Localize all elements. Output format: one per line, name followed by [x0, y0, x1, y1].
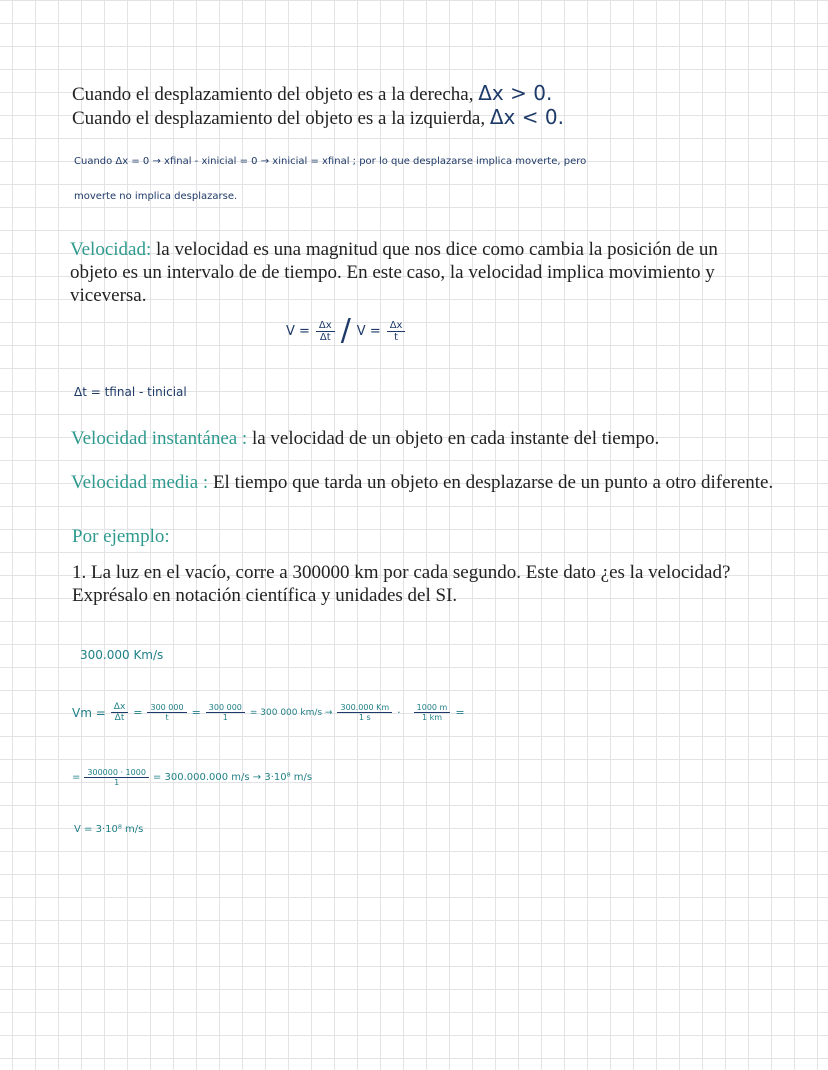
handnote-line-2: moverte no implica desplazarse.	[74, 191, 238, 202]
vm-mid: = 300 000 km/s →	[249, 707, 333, 718]
formula-f1-den: Δt	[319, 331, 331, 343]
media-def: El tiempo que tarda un objeto en desplazarse de un punto a otro diferente.	[208, 472, 774, 493]
delta-x-positive: Δx > 0.	[478, 81, 553, 105]
vm-f4-den: 1 s	[358, 713, 371, 722]
instantanea-def: la velocidad de un objeto en cada instante del tiempo.	[247, 428, 660, 449]
vm-fraction-5	[414, 703, 451, 722]
vm-f5-num: 1000 m	[414, 703, 451, 713]
velocidad-def-2: objeto es un intervalo de de tiempo. En este caso, la velocidad implica movimiento y	[70, 262, 715, 283]
vm-fraction-4	[337, 703, 392, 722]
ejemplo-question-1: 1. La luz en el vacío, corre a 300000 km por cada segundo. Este dato ¿es la velocidad?	[72, 562, 731, 583]
displacement-left-text: Cuando el desplazamiento del objeto es a la izquierda,	[72, 108, 486, 129]
velocidad-term: Velocidad:	[70, 239, 152, 260]
formula-f2-den: t	[394, 331, 399, 343]
vm-eq-1: =	[133, 706, 143, 719]
vm-fraction-6	[84, 768, 149, 787]
displacement-right-text: Cuando el desplazamiento del objeto es a la derecha,	[72, 84, 474, 105]
vm-f1-num: Δx	[111, 702, 128, 713]
media-term: Velocidad media :	[71, 472, 209, 493]
vm-calculation-line-2	[72, 768, 312, 787]
handnote-line-1: Cuando Δx = 0 → xfinal - xinicial = 0 → xinicial = xfinal ; por lo que desplazarse implica moverte, pero	[74, 156, 587, 167]
vm-f3-num: 300 000	[206, 703, 245, 713]
vm-line2-lead: =	[72, 772, 81, 783]
vm-eq-2: =	[191, 706, 201, 719]
displacement-left-line	[72, 106, 564, 130]
speed-given: 300.000 Km/s	[80, 648, 164, 662]
velocidad-instantanea-line	[71, 428, 659, 450]
velocidad-definition-line-1	[70, 239, 718, 261]
formula-slash: /	[340, 313, 351, 348]
velocity-formula	[286, 313, 405, 348]
formula-fraction-2	[387, 320, 406, 343]
final-velocity: V = 3·10⁸ m/s	[74, 824, 144, 835]
displacement-right-line	[72, 82, 552, 106]
vm-fraction-3	[206, 703, 245, 722]
vm-f5-den: 1 km	[421, 713, 443, 722]
delta-t-definition: Δt = tfinal - tinicial	[74, 385, 187, 399]
instantanea-term: Velocidad instantánea :	[71, 428, 248, 449]
ejemplo-question-2: Exprésalo en notación científica y unidades del SI.	[72, 585, 458, 606]
vm-dot: ·	[397, 706, 401, 719]
vm-f2-num: 300 000	[147, 703, 186, 713]
formula-v1-lhs: V =	[286, 323, 310, 339]
vm-f6-den: 1	[114, 778, 120, 787]
vm-line2-rest: = 300.000.000 m/s → 3·10⁸ m/s	[152, 772, 313, 783]
vm-f4-num: 300.000 Km	[337, 703, 392, 713]
vm-fraction-2	[147, 703, 186, 722]
ejemplo-heading: Por ejemplo:	[72, 526, 170, 547]
vm-fraction-1	[111, 702, 128, 723]
velocidad-media-line	[71, 472, 773, 494]
vm-lhs: Vm =	[72, 705, 106, 720]
vm-calculation-line-1	[72, 702, 465, 723]
formula-fraction-1	[316, 320, 335, 343]
vm-f1-den: Δt	[114, 713, 125, 723]
vm-f6-num: 300000 · 1000	[84, 768, 149, 778]
formula-v2-lhs: V =	[356, 323, 381, 339]
vm-eq-end: =	[455, 706, 465, 719]
vm-f3-den: 1	[222, 713, 228, 722]
velocidad-def-1: la velocidad es una magnitud que nos dice como cambia la posición de un	[151, 239, 718, 260]
formula-f1-num: Δx	[316, 320, 335, 332]
delta-x-negative: Δx < 0.	[489, 105, 564, 129]
formula-f2-num: Δx	[387, 320, 406, 332]
vm-f2-den: t	[165, 713, 169, 722]
velocidad-def-3: viceversa.	[70, 285, 147, 306]
